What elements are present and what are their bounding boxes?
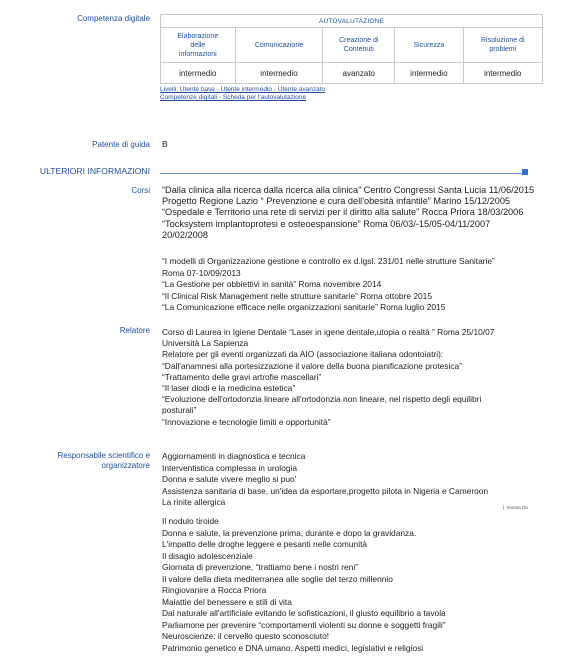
list-item: Il disagio adolescenziale — [162, 550, 253, 561]
category-text: informazioni — [178, 50, 217, 58]
list-item: “Ospedale e Territorio una rete di servizi per il diritto alla salute” Rocca Priora 18/03/2006 — [162, 207, 524, 218]
category-text: Comunicazione — [254, 41, 304, 49]
category-cell — [235, 28, 323, 63]
organizer-list-b — [162, 516, 446, 655]
list-item: Interventistica complessa in urologia — [162, 462, 297, 473]
list-item: posturali” — [162, 405, 197, 416]
category-text: Risoluzione di — [480, 37, 525, 44]
list-item: Università La Sapienza — [162, 338, 249, 349]
category-row — [161, 28, 543, 63]
list-item: Progetto Regione Lazio “ Prevenzione e cura dell'obesità infantile” Marino 15/12/2005 — [162, 196, 511, 207]
organizer-label-line-2: organizzatore — [101, 461, 150, 470]
category-cell — [395, 28, 463, 63]
courses-label: Corsi — [131, 186, 150, 195]
category-text: Contenuti — [343, 46, 374, 53]
list-item: “Trattamento delle gravi artrofie mascellari” — [162, 371, 322, 382]
organizer-label — [58, 451, 151, 471]
level-cell: avanzato — [323, 63, 395, 84]
list-item: “La Gestione per obbiettivi in sanità” Roma novembre 2014 — [162, 279, 382, 289]
list-item: “La Comunicazione efficace nelle organizzazioni sanitarie” Roma luglio 2015 — [162, 302, 446, 312]
list-item: Donna e salute vivere meglio si puo' — [162, 474, 297, 485]
self-assessment-link[interactable]: Competenze digitali - Scheda per l'autovalutazione — [160, 94, 307, 101]
list-item: Corso di Laurea in Igiene Dentale “Laser in igene dentale,utopia o realtà ” Roma 25/10/07 — [162, 327, 495, 337]
category-text: Elaborazione — [177, 32, 219, 40]
list-item: “Tocksystem implantoprotesi e osteoespansione” Roma 06/03/-15/05-04/11/2007 — [162, 218, 491, 229]
side-note: Mostra Da — [503, 505, 528, 510]
category-text: delle — [190, 41, 206, 49]
level-cell: intermedio — [463, 63, 542, 84]
level-cell: intermedio — [235, 63, 323, 84]
organizer-label-line-1: Responsabile scientifico e — [57, 451, 150, 460]
list-item: Giornata di prevenzione, “trattiamo bene i nostri reni” — [162, 562, 358, 573]
list-item: “Il Clinical Risk Management nelle strutture sanitarie” Roma ottobre 2015 — [162, 290, 432, 301]
category-cell — [323, 28, 395, 63]
category-text: Creazione di — [339, 37, 379, 44]
courses-list-a — [162, 185, 534, 241]
category-cell — [463, 28, 542, 63]
list-item: L'impatto delle droghe leggere e pesanti nelle comunità — [162, 539, 368, 550]
list-item: “Dall'anamnesi alla portesizzazione il valore della buona pianificazione protesica” — [162, 360, 463, 371]
driving-license-value: B — [162, 139, 168, 149]
list-item: “Innovazione e tecnologie limiti e opportunità” — [162, 416, 331, 427]
list-item: Malattie del benessere e stili di vita — [162, 596, 292, 607]
list-item: Assistenza sanitaria di base, un'idea da esportare,progetto pilota in Nigeria e Cameroon — [162, 485, 489, 496]
list-item: “Evoluzione dell'ortodonzia lineare all'ortodonzia non lineare, nel rispetto degli equilibri — [162, 394, 482, 405]
list-item: Il valore della dieta mediterranea alle soglie del terzo millennio — [162, 573, 393, 584]
section-divider — [160, 173, 526, 174]
list-item: Parliamone per prevenire “comportamenti violenti su donne e soggetti fragili” — [162, 619, 446, 630]
list-item: 20/02/2008 — [162, 229, 208, 240]
list-item: Neuroscienze: il cervello questo sconosciuto! — [162, 631, 330, 642]
list-item: Relatore per gli eventi organizzati da AIO (associazione italiana odontoiatri): — [162, 349, 444, 360]
list-item: La rinite allergica — [162, 497, 226, 508]
speaker-label: Relatore — [119, 326, 150, 335]
list-item: Il nodulo tiroide — [162, 516, 219, 526]
list-item: “I modelli di Organizzazione gestione e controllo ex d.lgsl. 231/01 nelle strutture Sanitarie” — [162, 256, 495, 266]
level-cell: intermedio — [161, 63, 236, 84]
list-item: Roma 07-10/09/2013 — [162, 267, 241, 278]
category-text: Sicurezza — [413, 41, 445, 49]
organizer-list-a — [162, 451, 488, 509]
level-cell: intermedio — [395, 63, 463, 84]
courses-list-b — [162, 256, 495, 314]
self-assessment-header: AUTOVALUTAZIONE — [161, 15, 543, 28]
driving-license-label: Patente di guida — [92, 140, 150, 149]
list-item: “Il laser diodi e la medicina estetica” — [162, 383, 296, 394]
category-text: problemi — [489, 46, 517, 53]
section-title: ULTERIORI INFORMAZIONI — [39, 166, 150, 176]
level-row — [161, 63, 543, 84]
speaker-list — [162, 327, 494, 428]
digital-competence-label: Competenza digitale — [77, 14, 150, 23]
digital-competence-table — [160, 14, 543, 84]
list-item: Dal naturale all'artificiale evitando le sofisticazioni, il giusto equilibrio a tavola — [162, 608, 446, 619]
list-item: Patrimonio genetico e DNA umano. Aspetti medici, legislativi e religiosi — [162, 643, 424, 654]
levels-legend[interactable]: Livelli: Utente base - Utente intermedio - Utente avanzato — [160, 86, 326, 93]
category-cell — [161, 28, 236, 63]
section-marker — [522, 169, 528, 175]
list-item: Donna e salute, la prevenzione prima, durante e dopo la gravidanza. — [162, 527, 417, 538]
list-item: Ringiovanire a Rocca Priora — [162, 585, 267, 596]
list-item: Aggiornamenti in diagnostica e tecnica — [162, 451, 306, 461]
list-item: “Dalla clinica alla ricerca dalla ricerca alla clinica” Centro Congressi Santa Lucia 11/06/2015 — [162, 185, 535, 195]
